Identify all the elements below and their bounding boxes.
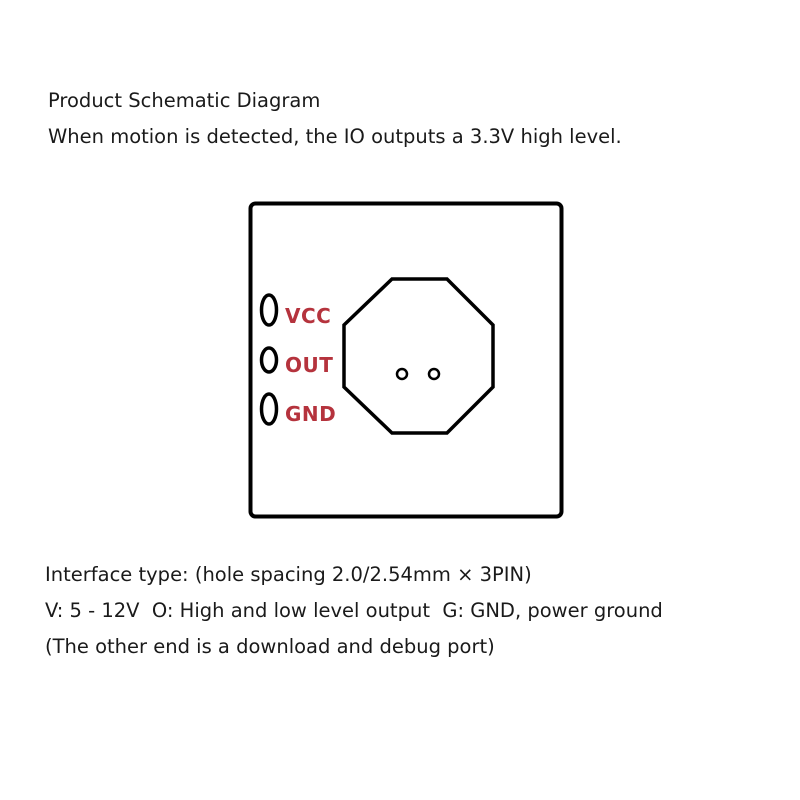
pin-label-out: OUT — [285, 353, 334, 377]
interface-type-note: Interface type: (hole spacing 2.0/2.54mm × 3PIN) — [45, 563, 532, 586]
sensor-contact-right — [429, 369, 439, 379]
sensor-board-schematic — [248, 201, 564, 519]
pin-label-vcc: VCC — [285, 304, 332, 328]
pinout-note: V: 5 - 12V O: High and low level output G: GND, power ground — [45, 599, 663, 622]
sensor-contact-left — [397, 369, 407, 379]
pin-label-gnd: GND — [285, 402, 337, 426]
pin-hole-out — [262, 348, 277, 372]
diagram-title: Product Schematic Diagram — [48, 89, 321, 112]
other-end-note: (The other end is a download and debug port) — [45, 635, 495, 658]
pin-hole-vcc — [262, 295, 277, 325]
diagram-subtitle: When motion is detected, the IO outputs a 3.3V high level. — [48, 125, 622, 148]
pin-hole-gnd — [262, 394, 277, 424]
pir-sensor-lens — [344, 279, 493, 433]
